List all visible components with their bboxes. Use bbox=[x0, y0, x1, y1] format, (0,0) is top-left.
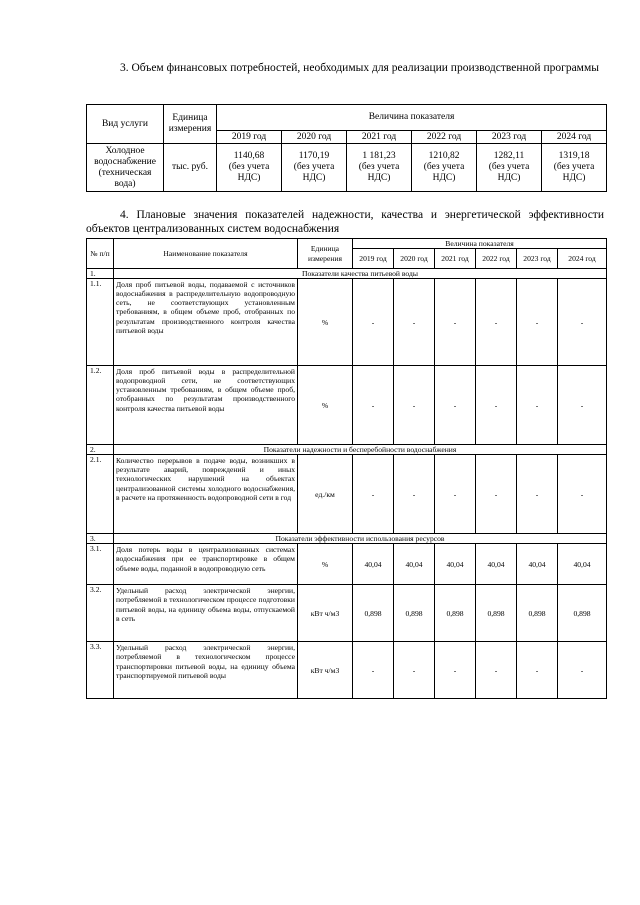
table-row bbox=[87, 366, 607, 445]
value-cell: 0,898 bbox=[517, 585, 558, 642]
unit-cell: кВт ч/м3 bbox=[298, 642, 353, 699]
year-header: 2020 год bbox=[282, 131, 347, 144]
value-cell: 0,898 bbox=[476, 585, 517, 642]
section-row bbox=[87, 269, 607, 279]
indicator-name: Количество перерывов в подаче воды, возникших в результате аварий, повреждений и иных технологических нарушений на объектах централизованной системы холодного водоснабжения, в расчете на протяженность водопроводной сети в год bbox=[114, 455, 298, 534]
table-row bbox=[87, 279, 607, 366]
value-cell: 0,898 bbox=[394, 585, 435, 642]
value-cell: - bbox=[394, 279, 435, 366]
vat-note: (без учета НДС) bbox=[553, 162, 595, 183]
value-cell bbox=[412, 144, 477, 192]
col-service-header: Вид услуги bbox=[87, 105, 164, 144]
value-cell: 0,898 bbox=[435, 585, 476, 642]
unit-cell: % bbox=[298, 366, 353, 445]
value-cell: - bbox=[476, 366, 517, 445]
value-cell: 40,04 bbox=[558, 544, 607, 585]
value-cell: - bbox=[476, 279, 517, 366]
amount: 1140,68 bbox=[233, 151, 265, 161]
col-unit-header: Единица измерения bbox=[164, 105, 217, 144]
vat-note: (без учета НДС) bbox=[423, 162, 465, 183]
indicator-name: Доля проб питьевой воды в распределительной водопроводной сети, не соответствующих установленным требованиям, в общем объеме проб, отобранных по результатам производственного контроля качества питьевой воды bbox=[114, 366, 298, 445]
col-value-header: Величина показателя bbox=[353, 239, 607, 249]
value-cell: 40,04 bbox=[476, 544, 517, 585]
section-row bbox=[87, 534, 607, 544]
value-cell: - bbox=[517, 455, 558, 534]
group-number: 3. bbox=[87, 534, 114, 544]
col-name-header: Наименование показателя bbox=[114, 239, 298, 269]
row-number: 1.2. bbox=[87, 366, 114, 445]
year-header: 2021 год bbox=[435, 249, 476, 269]
value-cell bbox=[217, 144, 282, 192]
table-row bbox=[87, 544, 607, 585]
unit-cell: % bbox=[298, 279, 353, 366]
indicators-table bbox=[86, 238, 607, 699]
section-row bbox=[87, 445, 607, 455]
unit-cell: тыс. руб. bbox=[164, 144, 217, 192]
col-value-header: Величина показателя bbox=[217, 105, 607, 131]
year-header: 2023 год bbox=[477, 131, 542, 144]
vat-note: (без учета НДС) bbox=[358, 162, 400, 183]
value-cell: - bbox=[353, 642, 394, 699]
table-row bbox=[87, 455, 607, 534]
value-cell: - bbox=[558, 366, 607, 445]
group-title: Показатели надежности и бесперебойности водоснабжения bbox=[114, 445, 607, 455]
year-header: 2024 год bbox=[542, 131, 607, 144]
amount: 1210,82 bbox=[428, 151, 460, 161]
indicator-name: Удельный расход электрической энергии, потребляемой в технологическом процессе транспортировки питьевой воды, на единицу объема транспортируемой питьевой воды bbox=[114, 642, 298, 699]
value-cell: - bbox=[394, 642, 435, 699]
year-header: 2024 год bbox=[558, 249, 607, 269]
amount: 1282,11 bbox=[493, 151, 525, 161]
col-no-header: № п/п bbox=[87, 239, 114, 269]
unit-cell: % bbox=[298, 544, 353, 585]
value-cell: - bbox=[517, 279, 558, 366]
year-header: 2022 год bbox=[476, 249, 517, 269]
col-unit-header: Единица измерения bbox=[298, 239, 353, 269]
year-header: 2019 год bbox=[353, 249, 394, 269]
row-number: 2.1. bbox=[87, 455, 114, 534]
group-title: Показатели качества питьевой воды bbox=[114, 269, 607, 279]
value-cell: - bbox=[435, 642, 476, 699]
service-name: Холодное водоснабжение (техническая вода) bbox=[87, 144, 164, 192]
value-cell: - bbox=[435, 366, 476, 445]
vat-note: (без учета НДС) bbox=[228, 162, 270, 183]
table-row bbox=[87, 585, 607, 642]
value-cell: - bbox=[558, 279, 607, 366]
row-number: 3.3. bbox=[87, 642, 114, 699]
amount: 1 181,23 bbox=[362, 151, 396, 161]
value-cell: - bbox=[476, 455, 517, 534]
value-cell bbox=[477, 144, 542, 192]
year-header: 2020 год bbox=[394, 249, 435, 269]
value-cell: - bbox=[394, 366, 435, 445]
indicator-name: Доля потерь воды в централизованных системах водоснабжения при ее транспортировке в общем объеме воды, поданной в водопроводную сеть bbox=[114, 544, 298, 585]
year-header: 2022 год bbox=[412, 131, 477, 144]
year-header: 2019 год bbox=[217, 131, 282, 144]
unit-cell: кВт ч/м3 bbox=[298, 585, 353, 642]
vat-note: (без учета НДС) bbox=[293, 162, 335, 183]
group-number: 1. bbox=[87, 269, 114, 279]
value-cell: - bbox=[476, 642, 517, 699]
group-title: Показатели эффективности использования ресурсов bbox=[114, 534, 607, 544]
year-header: 2021 год bbox=[347, 131, 412, 144]
group-number: 2. bbox=[87, 445, 114, 455]
amount: 1319,18 bbox=[558, 151, 590, 161]
value-cell bbox=[542, 144, 607, 192]
row-number: 1.1. bbox=[87, 279, 114, 366]
value-cell: - bbox=[558, 642, 607, 699]
vat-note: (без учета НДС) bbox=[488, 162, 530, 183]
value-cell: - bbox=[353, 366, 394, 445]
value-cell: 40,04 bbox=[353, 544, 394, 585]
unit-cell: ед./км bbox=[298, 455, 353, 534]
value-cell: 0,898 bbox=[353, 585, 394, 642]
value-cell: - bbox=[353, 455, 394, 534]
table-row bbox=[87, 144, 607, 192]
value-cell: - bbox=[353, 279, 394, 366]
section-3-heading: 3. Объем финансовых потребностей, необходимых для реализации производственной программы bbox=[120, 62, 599, 74]
value-cell: 0,898 bbox=[558, 585, 607, 642]
indicator-name: Доля проб питьевой воды, подаваемой с источников водоснабжения в распределительную водопроводную сеть, не соответствующих установленным требованиям, в общем объеме проб, отобранных по результатам производственного контроля качества питьевой воды bbox=[114, 279, 298, 366]
value-cell: - bbox=[558, 455, 607, 534]
row-number: 3.1. bbox=[87, 544, 114, 585]
value-cell: 40,04 bbox=[435, 544, 476, 585]
row-number: 3.2. bbox=[87, 585, 114, 642]
value-cell: - bbox=[394, 455, 435, 534]
value-cell: - bbox=[435, 279, 476, 366]
value-cell: - bbox=[435, 455, 476, 534]
year-header: 2023 год bbox=[517, 249, 558, 269]
section-4-heading: 4. Плановые значения показателей надежности, качества и энергетической эффективности объектов централизованных систем водоснабжения bbox=[86, 209, 604, 235]
value-cell: - bbox=[517, 366, 558, 445]
value-cell bbox=[347, 144, 412, 192]
value-cell: 40,04 bbox=[517, 544, 558, 585]
value-cell: 40,04 bbox=[394, 544, 435, 585]
value-cell: - bbox=[517, 642, 558, 699]
financial-needs-table bbox=[86, 104, 607, 192]
amount: 1170,19 bbox=[298, 151, 330, 161]
table-row bbox=[87, 642, 607, 699]
value-cell bbox=[282, 144, 347, 192]
indicator-name: Удельный расход электрической энергии, потребляемой в технологическом процессе подготовки питьевой воды, на единицу объема воды, отпускаемой в сеть bbox=[114, 585, 298, 642]
